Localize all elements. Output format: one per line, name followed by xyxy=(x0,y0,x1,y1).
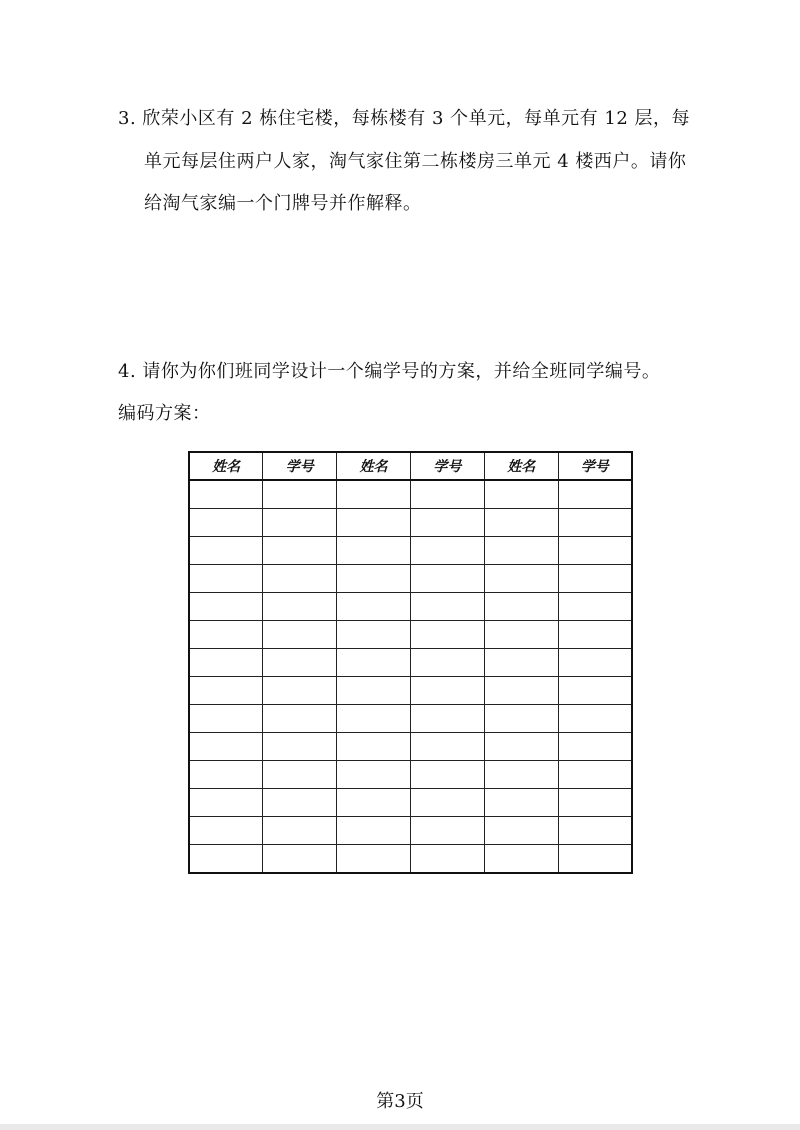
table-row xyxy=(189,593,632,621)
header-number-3: 学号 xyxy=(558,452,632,480)
table-cell[interactable] xyxy=(337,705,411,733)
table-row xyxy=(189,705,632,733)
table-cell[interactable] xyxy=(337,621,411,649)
table-row xyxy=(189,565,632,593)
page-bottom-edge xyxy=(0,1124,800,1130)
table-cell[interactable] xyxy=(558,509,632,537)
table-cell[interactable] xyxy=(410,621,484,649)
header-number-1: 学号 xyxy=(263,452,337,480)
table-cell[interactable] xyxy=(189,845,263,874)
table-cell[interactable] xyxy=(410,705,484,733)
table-cell[interactable] xyxy=(558,593,632,621)
table-cell[interactable] xyxy=(337,565,411,593)
table-cell[interactable] xyxy=(484,789,558,817)
table-cell[interactable] xyxy=(558,621,632,649)
table-cell[interactable] xyxy=(410,593,484,621)
table-row xyxy=(189,789,632,817)
table-cell[interactable] xyxy=(337,817,411,845)
table-cell[interactable] xyxy=(484,817,558,845)
table-cell[interactable] xyxy=(410,537,484,565)
table-cell[interactable] xyxy=(189,761,263,789)
table-cell[interactable] xyxy=(337,537,411,565)
table-row xyxy=(189,621,632,649)
table-row xyxy=(189,677,632,705)
header-number-2: 学号 xyxy=(410,452,484,480)
table-cell[interactable] xyxy=(484,761,558,789)
table-cell[interactable] xyxy=(337,649,411,677)
table-cell[interactable] xyxy=(263,733,337,761)
table-cell[interactable] xyxy=(189,817,263,845)
table-cell[interactable] xyxy=(410,480,484,509)
table-cell[interactable] xyxy=(484,480,558,509)
table-cell[interactable] xyxy=(263,480,337,509)
table-cell[interactable] xyxy=(558,789,632,817)
table-cell[interactable] xyxy=(189,565,263,593)
table-cell[interactable] xyxy=(484,677,558,705)
table-cell[interactable] xyxy=(189,705,263,733)
table-row xyxy=(189,480,632,509)
table-cell[interactable] xyxy=(484,621,558,649)
table-row xyxy=(189,845,632,874)
table-cell[interactable] xyxy=(189,621,263,649)
table-cell[interactable] xyxy=(484,565,558,593)
question-3-line-3: 给淘气家编一个门牌号并作解释。 xyxy=(144,193,422,214)
table-cell[interactable] xyxy=(558,817,632,845)
table-cell[interactable] xyxy=(484,509,558,537)
table-row xyxy=(189,649,632,677)
table-cell[interactable] xyxy=(558,705,632,733)
table-cell[interactable] xyxy=(410,677,484,705)
table-cell[interactable] xyxy=(558,537,632,565)
table-cell[interactable] xyxy=(484,649,558,677)
table-cell[interactable] xyxy=(558,845,632,874)
table-cell[interactable] xyxy=(410,761,484,789)
table-row xyxy=(189,761,632,789)
header-name-1: 姓名 xyxy=(189,452,263,480)
table-cell[interactable] xyxy=(263,621,337,649)
table-cell[interactable] xyxy=(263,537,337,565)
table-cell[interactable] xyxy=(189,509,263,537)
table-cell[interactable] xyxy=(558,761,632,789)
table-cell[interactable] xyxy=(558,649,632,677)
table-cell[interactable] xyxy=(189,733,263,761)
page-number: 第3页 xyxy=(376,1091,424,1112)
table-cell[interactable] xyxy=(410,565,484,593)
table-cell[interactable] xyxy=(263,817,337,845)
student-number-table xyxy=(188,451,633,874)
table-cell[interactable] xyxy=(484,845,558,874)
coding-scheme-label: 编码方案： xyxy=(118,403,211,424)
table-cell[interactable] xyxy=(410,733,484,761)
table-cell[interactable] xyxy=(189,789,263,817)
table-cell[interactable] xyxy=(558,480,632,509)
table-cell[interactable] xyxy=(484,705,558,733)
table-cell[interactable] xyxy=(337,509,411,537)
table-cell[interactable] xyxy=(337,789,411,817)
table-cell[interactable] xyxy=(410,509,484,537)
table-cell[interactable] xyxy=(337,480,411,509)
table-cell[interactable] xyxy=(410,845,484,874)
table-cell[interactable] xyxy=(263,649,337,677)
table-cell[interactable] xyxy=(263,789,337,817)
table-row xyxy=(189,537,632,565)
question-4-line-1: 4. 请你为你们班同学设计一个编学号的方案，并给全班同学编号。 xyxy=(118,361,661,382)
table-row xyxy=(189,817,632,845)
table-cell[interactable] xyxy=(558,733,632,761)
table-cell[interactable] xyxy=(337,677,411,705)
table-cell[interactable] xyxy=(410,789,484,817)
table-cell[interactable] xyxy=(189,537,263,565)
table-cell[interactable] xyxy=(337,733,411,761)
table-cell[interactable] xyxy=(263,677,337,705)
table-cell[interactable] xyxy=(410,817,484,845)
table-cell[interactable] xyxy=(263,705,337,733)
table-cell[interactable] xyxy=(558,677,632,705)
table-cell[interactable] xyxy=(263,565,337,593)
table-cell[interactable] xyxy=(337,593,411,621)
question-3-line-1: 3. 欣荣小区有 2 栋住宅楼，每栋楼有 3 个单元，每单元有 12 层，每 xyxy=(118,108,691,129)
table-cell[interactable] xyxy=(484,537,558,565)
table-cell[interactable] xyxy=(189,677,263,705)
header-name-3: 姓名 xyxy=(484,452,558,480)
header-name-2: 姓名 xyxy=(337,452,411,480)
question-3-line-2: 单元每层住两户人家，淘气家住第二栋楼房三单元 4 楼西户。请你 xyxy=(144,151,687,172)
table-cell[interactable] xyxy=(337,761,411,789)
table-row xyxy=(189,509,632,537)
table-cell[interactable] xyxy=(263,593,337,621)
table-cell[interactable] xyxy=(410,649,484,677)
table-cell[interactable] xyxy=(263,509,337,537)
table-row xyxy=(189,733,632,761)
table-body xyxy=(189,480,632,873)
table-cell[interactable] xyxy=(263,761,337,789)
table-cell[interactable] xyxy=(484,593,558,621)
table-cell[interactable] xyxy=(558,565,632,593)
table-cell[interactable] xyxy=(337,845,411,874)
table-cell[interactable] xyxy=(189,649,263,677)
table-cell[interactable] xyxy=(263,845,337,874)
table-cell[interactable] xyxy=(189,480,263,509)
table-cell[interactable] xyxy=(189,593,263,621)
table-header-row xyxy=(189,452,632,480)
table-cell[interactable] xyxy=(484,733,558,761)
